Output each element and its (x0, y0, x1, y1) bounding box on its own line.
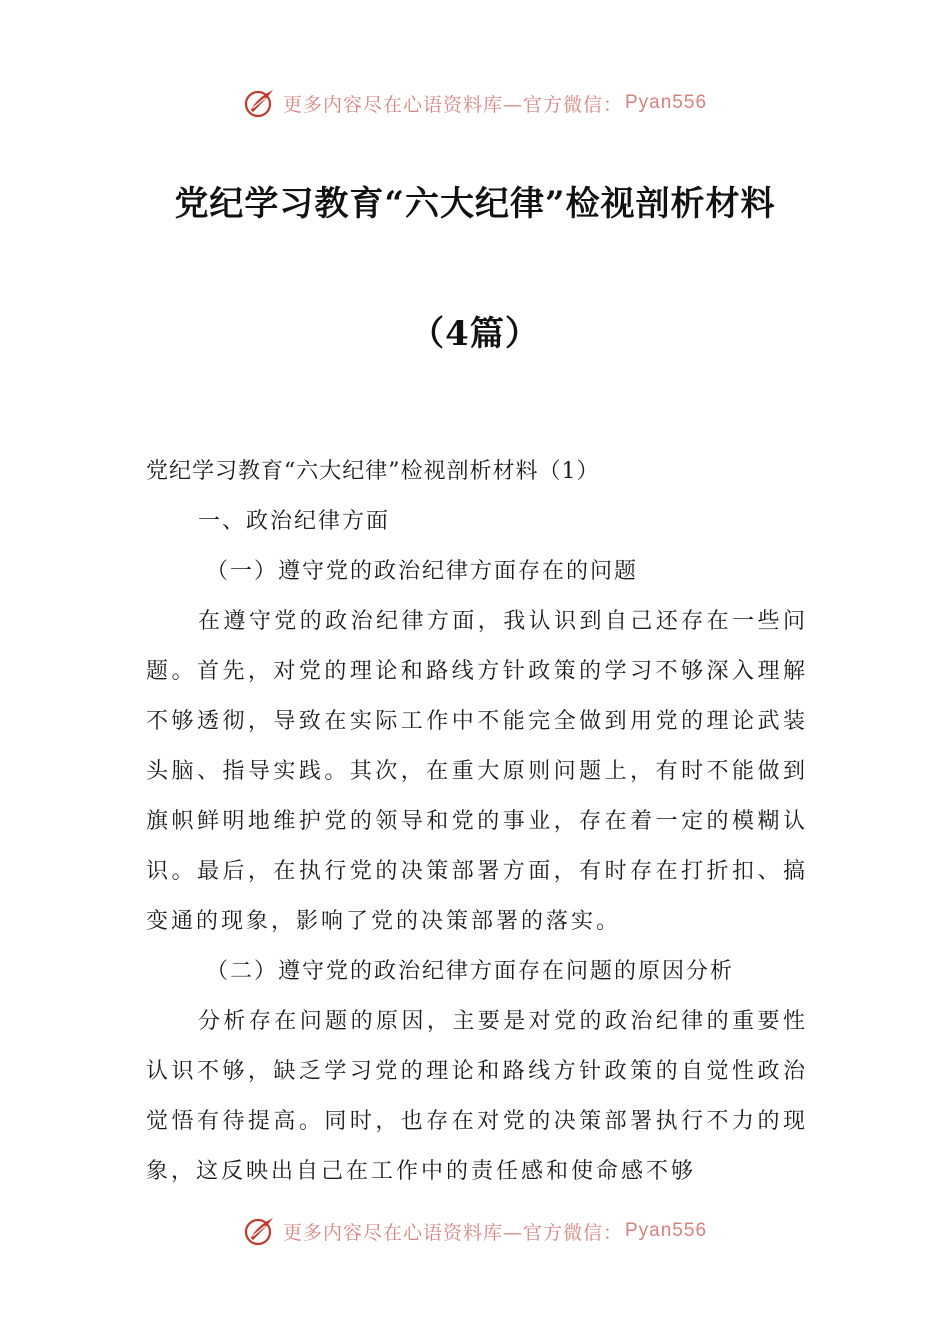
watermark-wechat-id: Pyan556 (625, 92, 708, 113)
document-subtitle: （4篇） (410, 314, 540, 354)
document-title: 党纪学习教育“六大纪律”检视剖析材料 (174, 184, 776, 224)
subsection-heading-problems: （一）遵守党的政治纪律方面存在的问题 (206, 559, 639, 584)
doc-section-heading: 党纪学习教育“六大纪律”检视剖析材料（1） (146, 459, 600, 484)
quill-logo-icon (243, 86, 277, 120)
document-body (146, 447, 808, 1197)
footer-watermark (0, 1211, 950, 1251)
section-heading-political: 一、政治纪律方面 (198, 509, 391, 534)
paragraph-problems: 在遵守党的政治纪律方面，我认识到自己还存在一些问题。首先，对党的理论和路线方针政策的学习不够深入理解不够透彻，导致在实际工作中不能完全做到用党的理论武装头脑、指导实践。其次，在重大原则问题上，有时不能做到旗帜鲜明地维护党的领导和党的事业，存在着一定的模糊认识。最后，在执行党的决策部署方面，有时存在打折扣、搞变通的现象，影响了党的决策部署的落实。 (146, 609, 808, 934)
watermark-text: 更多内容尽在心语资料库—官方微信： (282, 1221, 623, 1244)
paragraph-causes: 分析存在问题的原因，主要是对党的政治纪律的重要性认识不够，缺乏学习党的理论和路线方针政策的自觉性政治觉悟有待提高。同时，也存在对党的决策部署执行不力的现象，这反映出自己在工作中的责任感和使命感不够 (146, 1009, 808, 1184)
subsection-heading-causes: （二）遵守党的政治纪律方面存在问题的原因分析 (206, 959, 735, 984)
header-watermark (0, 83, 950, 123)
quill-logo-icon (243, 1214, 277, 1248)
watermark-wechat-id: Pyan556 (625, 1220, 708, 1241)
watermark-text: 更多内容尽在心语资料库—官方微信： (282, 93, 623, 116)
